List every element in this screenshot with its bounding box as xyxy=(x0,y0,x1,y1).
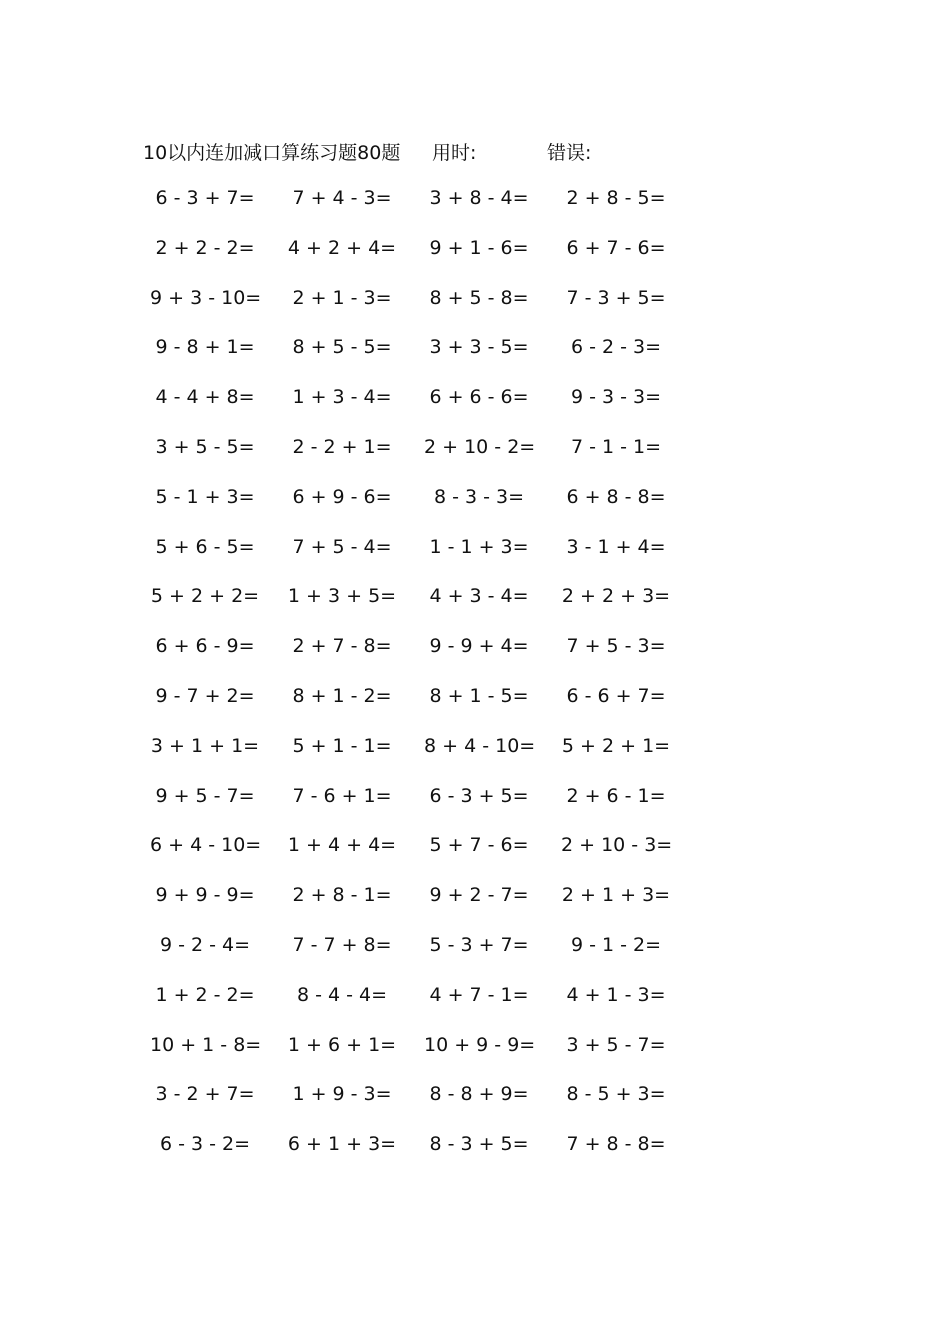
problem-item: 2 + 8 - 5= xyxy=(566,187,666,209)
problem-row xyxy=(150,1034,710,1084)
problem-item: 10 + 1 - 8= xyxy=(150,1033,262,1056)
problem-item: 5 + 2 + 2= xyxy=(150,585,260,608)
problem-row xyxy=(150,386,710,436)
problem-row xyxy=(150,436,710,486)
problem-row xyxy=(150,187,710,237)
problem-item: 6 + 6 - 6= xyxy=(429,386,529,409)
problem-item: 7 + 8 - 8= xyxy=(566,1133,666,1156)
problem-item: 6 + 6 - 9= xyxy=(155,635,255,658)
problem-item: 8 - 8 + 9= xyxy=(429,1083,529,1106)
problem-item: 8 + 4 - 10= xyxy=(424,734,536,757)
problem-item: 1 + 6 + 1= xyxy=(287,1033,397,1056)
problem-item: 3 + 3 - 5= xyxy=(429,336,529,359)
problem-item: 9 + 3 - 10= xyxy=(150,286,262,309)
problem-item: 5 - 1 + 3= xyxy=(155,485,255,508)
problem-item: 4 + 2 + 4= xyxy=(287,236,397,259)
problem-item: 9 - 2 - 4= xyxy=(159,933,251,956)
problem-item: 2 + 2 - 2= xyxy=(155,236,255,259)
problem-item: 3 + 8 - 4= xyxy=(429,187,529,209)
problem-item: 1 + 3 + 5= xyxy=(287,585,397,608)
problem-item: 7 + 5 - 3= xyxy=(566,635,666,658)
problem-item: 1 + 9 - 3= xyxy=(292,1083,392,1106)
problem-item: 5 + 7 - 6= xyxy=(429,834,529,857)
problem-item: 3 + 5 - 7= xyxy=(566,1033,666,1056)
problem-item: 9 - 8 + 1= xyxy=(155,336,255,359)
problem-item: 7 + 4 - 3= xyxy=(292,187,392,209)
problem-item: 7 - 3 + 5= xyxy=(566,286,666,309)
problem-item: 6 - 3 + 7= xyxy=(155,187,255,209)
problem-row xyxy=(150,237,710,287)
problem-item: 10 + 9 - 9= xyxy=(424,1033,536,1056)
problem-item: 6 + 7 - 6= xyxy=(566,236,666,259)
problem-item: 2 + 10 - 3= xyxy=(561,834,673,857)
problem-item: 9 - 3 - 3= xyxy=(570,386,662,409)
problem-row xyxy=(150,1083,710,1133)
problem-item: 9 + 9 - 9= xyxy=(155,884,255,907)
problem-row xyxy=(150,685,710,735)
problem-item: 4 + 1 - 3= xyxy=(566,983,666,1006)
problem-grid xyxy=(150,187,710,1183)
problem-row xyxy=(150,486,710,536)
problem-item: 2 + 7 - 8= xyxy=(292,635,392,658)
problem-row xyxy=(150,884,710,934)
problem-item: 8 - 5 + 3= xyxy=(566,1083,666,1106)
problem-row xyxy=(150,1133,710,1183)
page-title: 10以内连加减口算练习题80题 xyxy=(143,142,401,164)
problem-row xyxy=(150,785,710,835)
problem-row xyxy=(150,635,710,685)
problem-item: 4 - 4 + 8= xyxy=(155,386,255,409)
problem-item: 8 - 3 - 3= xyxy=(433,485,525,508)
problem-item: 9 + 1 - 6= xyxy=(429,236,529,259)
problem-item: 6 - 3 - 2= xyxy=(159,1133,251,1156)
problem-item: 2 + 1 - 3= xyxy=(292,286,392,309)
problem-item: 9 - 7 + 2= xyxy=(155,684,255,707)
problem-item: 8 + 5 - 8= xyxy=(429,286,529,309)
problem-item: 6 + 1 + 3= xyxy=(287,1133,397,1156)
problem-item: 2 + 6 - 1= xyxy=(566,784,666,807)
problem-item: 1 - 1 + 3= xyxy=(429,535,529,558)
problem-item: 7 - 1 - 1= xyxy=(570,435,662,458)
problem-item: 8 + 1 - 5= xyxy=(429,684,529,707)
problem-row xyxy=(150,336,710,386)
problem-item: 9 - 9 + 4= xyxy=(429,635,529,658)
problem-item: 4 + 7 - 1= xyxy=(429,983,529,1006)
problem-item: 3 - 1 + 4= xyxy=(566,535,666,558)
problem-row xyxy=(150,536,710,586)
problem-item: 5 + 2 + 1= xyxy=(561,734,671,757)
problem-item: 1 + 3 - 4= xyxy=(292,386,392,409)
problem-item: 8 - 4 - 4= xyxy=(296,983,388,1006)
problem-item: 5 - 3 + 7= xyxy=(429,933,529,956)
problem-item: 4 + 3 - 4= xyxy=(429,585,529,608)
problem-item: 3 + 1 + 1= xyxy=(150,734,260,757)
problem-item: 7 - 7 + 8= xyxy=(292,933,392,956)
problem-item: 2 + 8 - 1= xyxy=(292,884,392,907)
problem-item: 5 + 1 - 1= xyxy=(292,734,392,757)
problem-item: 6 - 6 + 7= xyxy=(566,684,666,707)
time-label: 用时: xyxy=(432,142,477,164)
problem-item: 3 - 2 + 7= xyxy=(155,1083,255,1106)
problem-item: 1 + 2 - 2= xyxy=(155,983,255,1006)
problem-item: 2 + 1 + 3= xyxy=(561,884,671,907)
problem-item: 2 + 2 + 3= xyxy=(561,585,671,608)
problem-item: 8 + 5 - 5= xyxy=(292,336,392,359)
error-label: 错误: xyxy=(547,142,592,164)
problem-item: 8 + 1 - 2= xyxy=(292,684,392,707)
problem-row xyxy=(150,834,710,884)
problem-item: 1 + 4 + 4= xyxy=(287,834,397,857)
problem-item: 9 - 1 - 2= xyxy=(570,933,662,956)
problem-item: 6 - 2 - 3= xyxy=(570,336,662,359)
problem-item: 6 - 3 + 5= xyxy=(429,784,529,807)
problem-item: 8 - 3 + 5= xyxy=(429,1133,529,1156)
worksheet-header xyxy=(0,138,950,164)
problem-item: 2 - 2 + 1= xyxy=(292,435,392,458)
problem-item: 9 + 2 - 7= xyxy=(429,884,529,907)
problem-row xyxy=(150,984,710,1034)
problem-item: 7 - 6 + 1= xyxy=(292,784,392,807)
problem-item: 2 + 10 - 2= xyxy=(424,435,536,458)
problem-item: 6 + 4 - 10= xyxy=(150,834,262,857)
problem-row xyxy=(150,287,710,337)
problem-row xyxy=(150,934,710,984)
problem-row xyxy=(150,585,710,635)
problem-item: 9 + 5 - 7= xyxy=(155,784,255,807)
problem-row xyxy=(150,735,710,785)
problem-item: 7 + 5 - 4= xyxy=(292,535,392,558)
problem-item: 3 + 5 - 5= xyxy=(155,435,255,458)
problem-item: 6 + 8 - 8= xyxy=(566,485,666,508)
problem-item: 6 + 9 - 6= xyxy=(292,485,392,508)
problem-item: 5 + 6 - 5= xyxy=(155,535,255,558)
